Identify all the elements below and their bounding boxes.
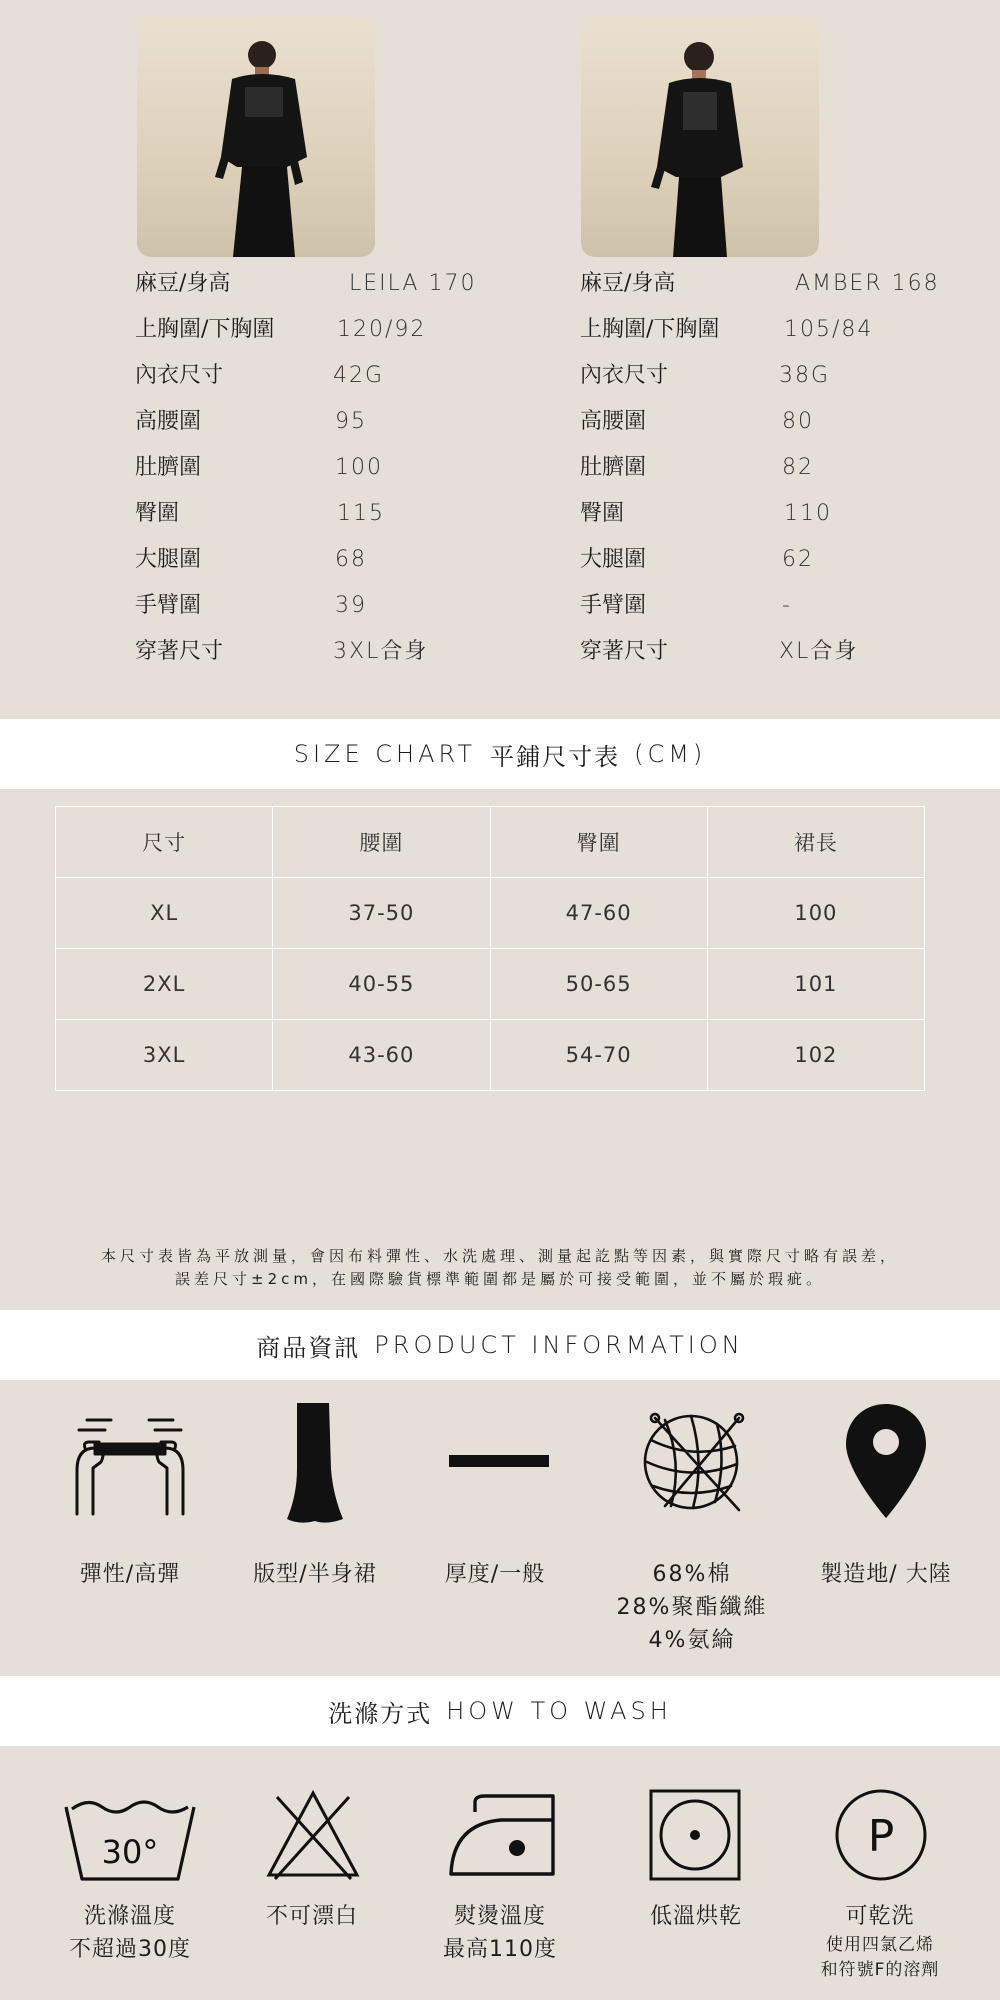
dry-clean-p-icon [806,1770,956,1900]
model-figure-leila [137,17,375,257]
measurement-label: 穿著尺寸 [135,639,224,664]
dry-clean-symbol: P [867,1811,895,1862]
measurement-value: 42G [333,363,385,388]
caption-line: 厚度/一般 [444,1562,546,1587]
measurement-label: 穿著尺寸 [580,639,669,664]
size-chart-header-cell: 臀圍 [490,807,707,878]
measurement-label: 麻豆/身高 [580,271,676,296]
measurement-label: 手臂圍 [580,593,647,618]
caption-line: 不超過30度 [69,1937,191,1962]
table-cell: 50-65 [490,949,707,1020]
measurement-value: 3XL合身 [333,639,429,664]
measurement-value: 80 [782,409,814,434]
wash-caption-iron [400,1900,600,1966]
size-chart-title-unit: (CM) [634,740,707,768]
measurement-value: 100 [335,455,383,480]
table-cell: 43-60 [273,1020,490,1091]
measurement-value: 39 [335,593,367,618]
product-info-title-cn: 商品資訊 [256,1333,361,1362]
stretch-icon [55,1396,205,1526]
measurement-value: 120/92 [337,317,427,342]
caption-subline: 和符號F的溶劑 [820,1960,940,1980]
product-caption-origin [786,1558,986,1591]
tumble-dry-low-icon [620,1770,770,1900]
wash-30-icon [55,1770,205,1900]
measurement-row [135,314,515,346]
measurement-row [580,544,960,576]
product-info-title-latin: PRODUCT INFORMATION [374,1331,744,1359]
measurement-row [135,636,515,668]
measurement-row [135,360,515,392]
table-cell: 40-55 [273,949,490,1020]
measurement-value: - [782,593,792,618]
caption-line: 熨燙溫度 [453,1904,546,1929]
caption-subline: 使用四氯乙烯 [826,1935,934,1955]
measurement-row [135,544,515,576]
caption-line: 最高110度 [443,1937,557,1962]
caption-line: 68%棉 [652,1562,732,1587]
measurement-row [580,590,960,622]
measurement-value: 82 [782,455,814,480]
product-info-header [0,1310,1000,1380]
measurement-value: XL合身 [779,639,859,664]
wash-caption-no-bleach [212,1900,412,1933]
measurement-row [135,268,515,300]
wash-title-latin: HOW TO WASH [446,1697,672,1725]
table-cell: 101 [707,949,924,1020]
iron-icon [428,1770,578,1900]
table-cell: 3XL [56,1020,273,1091]
size-note-line-1: 本尺寸表皆為平放測量，會因布料彈性、水洗處理、測量起訖點等因素，與實際尺寸略有誤差， [100,1247,899,1265]
table-row [56,1020,925,1091]
model-photo-leila [137,17,375,257]
measurement-label: 臀圍 [135,501,180,526]
wash-caption-dry-clean [780,1900,980,1983]
size-chart-title-latin: SIZE CHART [293,740,477,768]
caption-line: 版型/半身裙 [253,1562,377,1587]
wash-header [0,1676,1000,1746]
size-chart-header-cell: 腰圍 [273,807,490,878]
measurement-row [580,360,960,392]
table-cell: 102 [707,1020,924,1091]
measurement-row [580,406,960,438]
size-chart-table [55,806,925,1091]
caption-line: 4%氨綸 [648,1628,736,1653]
measurement-value: AMBER 168 [795,271,940,296]
measurement-label: 上胸圍/下胸圍 [580,317,720,342]
measurement-label: 麻豆/身高 [135,271,231,296]
thickness-line-icon [425,1396,575,1526]
measurement-value: 68 [335,547,367,572]
wash-caption-temperature [30,1900,230,1966]
table-cell: 47-60 [490,878,707,949]
caption-line: 低溫烘乾 [649,1904,742,1929]
measurement-row [135,590,515,622]
caption-line: 彈性/高彈 [79,1562,181,1587]
measurement-value: 95 [335,409,367,434]
size-chart-header [0,719,1000,789]
caption-line: 製造地/ 大陸 [820,1562,952,1587]
table-cell: 54-70 [490,1020,707,1091]
measurement-row [580,314,960,346]
wash-title-cn: 洗滌方式 [328,1699,433,1728]
measurement-value: 62 [782,547,814,572]
measurement-row [580,498,960,530]
measurement-label: 大腿圍 [580,547,647,572]
caption-line: 可乾洗 [845,1904,915,1929]
measurement-value: LEILA 170 [349,271,477,296]
measurement-value: 115 [337,501,385,526]
measurement-row [135,406,515,438]
measurement-label: 上胸圍/下胸圍 [135,317,275,342]
table-cell: 37-50 [273,878,490,949]
size-note-line-2: 誤差尺寸±2cm，在國際驗貨標準範圍都是屬於可接受範圍，並不屬於瑕疵。 [175,1270,825,1288]
product-caption-thickness [395,1558,595,1591]
measurement-row [135,498,515,530]
table-cell: 2XL [56,949,273,1020]
measurement-label: 臀圍 [580,501,625,526]
measurement-label: 肚臍圍 [135,455,202,480]
product-caption-material [592,1558,792,1657]
measurement-row [580,636,960,668]
table-row [56,878,925,949]
yarn-ball-icon [620,1396,770,1526]
no-bleach-icon [238,1770,388,1900]
product-caption-elasticity [30,1558,230,1591]
measurement-value: 110 [784,501,832,526]
model-photo-amber [581,17,819,257]
size-chart-header-row [56,807,925,878]
wash-temp-symbol: 30° [101,1833,159,1871]
measurement-value: 105/84 [784,317,874,342]
skirt-icon [240,1396,390,1526]
model-figure-amber [581,17,819,257]
measurement-label: 手臂圍 [135,593,202,618]
measurement-label: 大腿圍 [135,547,202,572]
size-chart-header-cell: 裙長 [707,807,924,878]
wash-caption-dry [596,1900,796,1933]
measurement-label: 內衣尺寸 [135,363,224,388]
measurement-row [580,452,960,484]
measurement-label: 肚臍圍 [580,455,647,480]
size-chart-title-cn: 平鋪尺寸表 [490,742,621,771]
location-pin-icon [811,1396,961,1526]
caption-line: 28%聚酯纖維 [616,1595,768,1620]
measurement-label: 高腰圍 [135,409,202,434]
measurement-value: 38G [779,363,831,388]
product-caption-fit [215,1558,415,1591]
table-cell: XL [56,878,273,949]
table-cell: 100 [707,878,924,949]
measurement-row [135,452,515,484]
size-chart-header-cell: 尺寸 [56,807,273,878]
caption-line: 不可漂白 [265,1904,358,1929]
measurement-row [580,268,960,300]
measurement-label: 內衣尺寸 [580,363,669,388]
table-row [56,949,925,1020]
caption-line: 洗滌溫度 [83,1904,176,1929]
measurement-label: 高腰圍 [580,409,647,434]
